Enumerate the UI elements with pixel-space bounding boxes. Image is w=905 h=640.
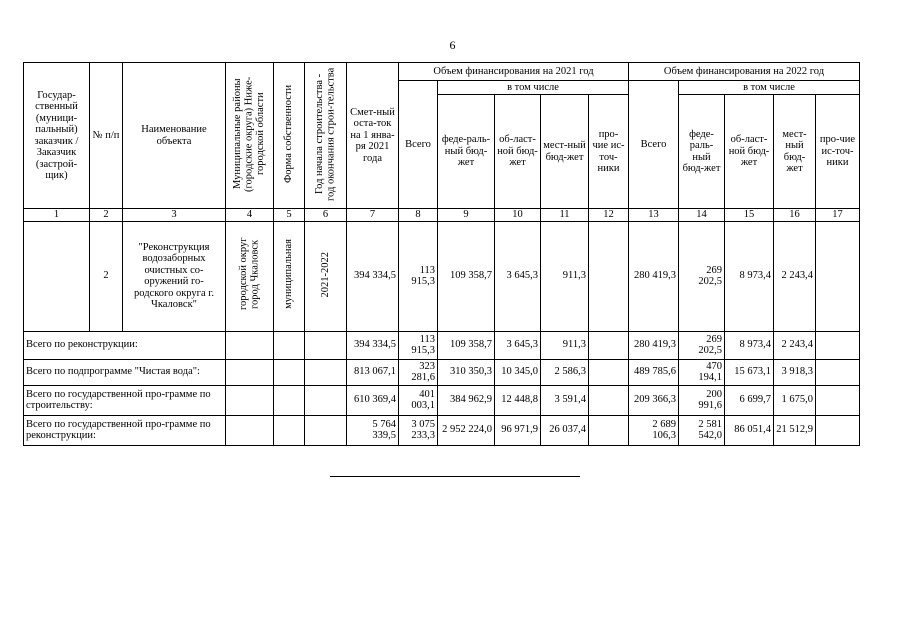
- header-districts: Муниципальные районы (городские округа) Ниже-городской области: [232, 76, 267, 192]
- column-number: 15: [725, 209, 774, 222]
- summary-label: Всего по государственной про-грамме по реконструкции:: [24, 415, 226, 445]
- summary-value: 86 051,4: [725, 415, 774, 445]
- summary-value: 10 345,0: [495, 359, 541, 385]
- summary-value: 2 581 542,0: [679, 415, 725, 445]
- summary-row: [24, 415, 860, 445]
- object-ownership-cell: [274, 221, 305, 331]
- summary-value: 3 075 233,3: [399, 415, 438, 445]
- summary-value: [589, 359, 629, 385]
- object-customer: [24, 221, 90, 331]
- header-years-cell: [305, 63, 347, 209]
- column-number: 11: [541, 209, 589, 222]
- header-object-name: Наименование объекта: [123, 63, 226, 209]
- header-local-2021: мест-ный бюд-жет: [541, 95, 589, 209]
- summary-value: 911,3: [541, 331, 589, 359]
- summary-value: 2 952 224,0: [438, 415, 495, 445]
- object-years-cell: [305, 221, 347, 331]
- object-value: 280 419,3: [629, 221, 679, 331]
- summary-value: 401 003,1: [399, 385, 438, 415]
- column-number: 2: [90, 209, 123, 222]
- column-number: 10: [495, 209, 541, 222]
- object-value: 911,3: [541, 221, 589, 331]
- object-value: 269 202,5: [679, 221, 725, 331]
- summary-value: 21 512,9: [774, 415, 816, 445]
- summary-label: Всего по государственной про-грамме по строительству:: [24, 385, 226, 415]
- object-years: 2021-2022: [319, 251, 331, 297]
- object-ownership: муниципальная: [283, 239, 295, 310]
- summary-value: 96 971,9: [495, 415, 541, 445]
- empty-cell: [305, 331, 347, 359]
- object-value: 109 358,7: [438, 221, 495, 331]
- summary-value: 813 067,1: [347, 359, 399, 385]
- header-other-2021: про-чие ис-точ-ники: [589, 95, 629, 209]
- summary-value: 113 915,3: [399, 331, 438, 359]
- column-number: 7: [347, 209, 399, 222]
- header-total-2022: Всего: [629, 81, 679, 209]
- header-federal-2022: феде-раль-ный бюд-жет: [679, 95, 725, 209]
- column-number: 8: [399, 209, 438, 222]
- header-incl-2021: в том числе: [438, 81, 629, 95]
- empty-cell: [305, 415, 347, 445]
- page-number: 6: [449, 38, 456, 52]
- summary-value: [816, 385, 860, 415]
- summary-value: 209 366,3: [629, 385, 679, 415]
- summary-value: 15 673,1: [725, 359, 774, 385]
- empty-cell: [226, 385, 274, 415]
- object-value: 3 645,3: [495, 221, 541, 331]
- object-name: "Реконструкция водозаборных очистных со-оружений го-родского округа г. Чкаловск": [123, 221, 226, 331]
- summary-label: Всего по реконструкции:: [24, 331, 226, 359]
- summary-value: [589, 331, 629, 359]
- summary-value: 200 991,6: [679, 385, 725, 415]
- summary-value: [589, 415, 629, 445]
- summary-value: 384 962,9: [438, 385, 495, 415]
- column-number: 16: [774, 209, 816, 222]
- empty-cell: [226, 415, 274, 445]
- summary-value: 2 689 106,3: [629, 415, 679, 445]
- summary-value: 12 448,8: [495, 385, 541, 415]
- summary-value: 489 785,6: [629, 359, 679, 385]
- object-num: 2: [90, 221, 123, 331]
- column-number: 6: [305, 209, 347, 222]
- header-row-1: [24, 63, 860, 81]
- header-ownership: Форма собственности: [283, 84, 295, 183]
- empty-cell: [274, 331, 305, 359]
- header-other-2022: про-чие ис-точ-ники: [816, 95, 860, 209]
- summary-value: [589, 385, 629, 415]
- summary-value: 5 764 339,5: [347, 415, 399, 445]
- header-regional-2021: об-ласт-ной бюд-жет: [495, 95, 541, 209]
- column-number: 9: [438, 209, 495, 222]
- header-regional-2022: об-ласт-ной бюд-жет: [725, 95, 774, 209]
- object-row: [24, 221, 860, 331]
- header-federal-2021: феде-раль-ный бюд-жет: [438, 95, 495, 209]
- header-customer: Государ-ственный (муници-пальный) заказчик / Заказчик (застрой-щик): [24, 63, 90, 209]
- summary-label: Всего по подпрограмме "Чистая вода":: [24, 359, 226, 385]
- header-ownership-cell: [274, 63, 305, 209]
- summary-value: 394 334,5: [347, 331, 399, 359]
- summary-row: [24, 385, 860, 415]
- summary-value: 610 369,4: [347, 385, 399, 415]
- header-years: Год начала строительства - год окончания строи-тельства: [314, 67, 337, 201]
- column-number: 5: [274, 209, 305, 222]
- summary-value: 1 675,0: [774, 385, 816, 415]
- footer-divider: [330, 476, 580, 477]
- object-value: 2 243,4: [774, 221, 816, 331]
- financing-table: [23, 62, 860, 446]
- object-value: [816, 221, 860, 331]
- column-number: 17: [816, 209, 860, 222]
- summary-value: 470 194,1: [679, 359, 725, 385]
- empty-cell: [274, 359, 305, 385]
- object-district: городской округ город Чкаловск: [238, 237, 261, 311]
- empty-cell: [274, 415, 305, 445]
- column-number: 13: [629, 209, 679, 222]
- summary-value: 3 918,3: [774, 359, 816, 385]
- summary-row: [24, 359, 860, 385]
- summary-value: [816, 359, 860, 385]
- header-districts-cell: [226, 63, 274, 209]
- summary-value: [816, 415, 860, 445]
- summary-value: [816, 331, 860, 359]
- summary-value: 8 973,4: [725, 331, 774, 359]
- empty-cell: [226, 359, 274, 385]
- summary-value: 3 591,4: [541, 385, 589, 415]
- column-number: 4: [226, 209, 274, 222]
- object-value: 394 334,5: [347, 221, 399, 331]
- summary-row: [24, 331, 860, 359]
- header-total-2021: Всего: [399, 81, 438, 209]
- header-num: № п/п: [90, 63, 123, 209]
- summary-value: 6 699,7: [725, 385, 774, 415]
- summary-value: 3 645,3: [495, 331, 541, 359]
- summary-value: 323 281,6: [399, 359, 438, 385]
- header-local-2022: мест-ный бюд-жет: [774, 95, 816, 209]
- summary-value: 280 419,3: [629, 331, 679, 359]
- object-value: [589, 221, 629, 331]
- object-value: 8 973,4: [725, 221, 774, 331]
- empty-cell: [305, 359, 347, 385]
- column-number: 3: [123, 209, 226, 222]
- empty-cell: [226, 331, 274, 359]
- summary-value: 109 358,7: [438, 331, 495, 359]
- summary-value: 310 350,3: [438, 359, 495, 385]
- header-vol-2021: Объем финансирования на 2021 год: [399, 63, 629, 81]
- empty-cell: [274, 385, 305, 415]
- object-value: 113 915,3: [399, 221, 438, 331]
- empty-cell: [305, 385, 347, 415]
- object-district-cell: [226, 221, 274, 331]
- header-balance: Смет-ный оста-ток на 1 янва-ря 2021 года: [347, 63, 399, 209]
- header-incl-2022: в том числе: [679, 81, 860, 95]
- column-number: 1: [24, 209, 90, 222]
- summary-value: 26 037,4: [541, 415, 589, 445]
- summary-value: 269 202,5: [679, 331, 725, 359]
- column-number: 12: [589, 209, 629, 222]
- column-numbers-row: [24, 209, 860, 222]
- summary-value: 2 586,3: [541, 359, 589, 385]
- summary-value: 2 243,4: [774, 331, 816, 359]
- column-number: 14: [679, 209, 725, 222]
- header-vol-2022: Объем финансирования на 2022 год: [629, 63, 860, 81]
